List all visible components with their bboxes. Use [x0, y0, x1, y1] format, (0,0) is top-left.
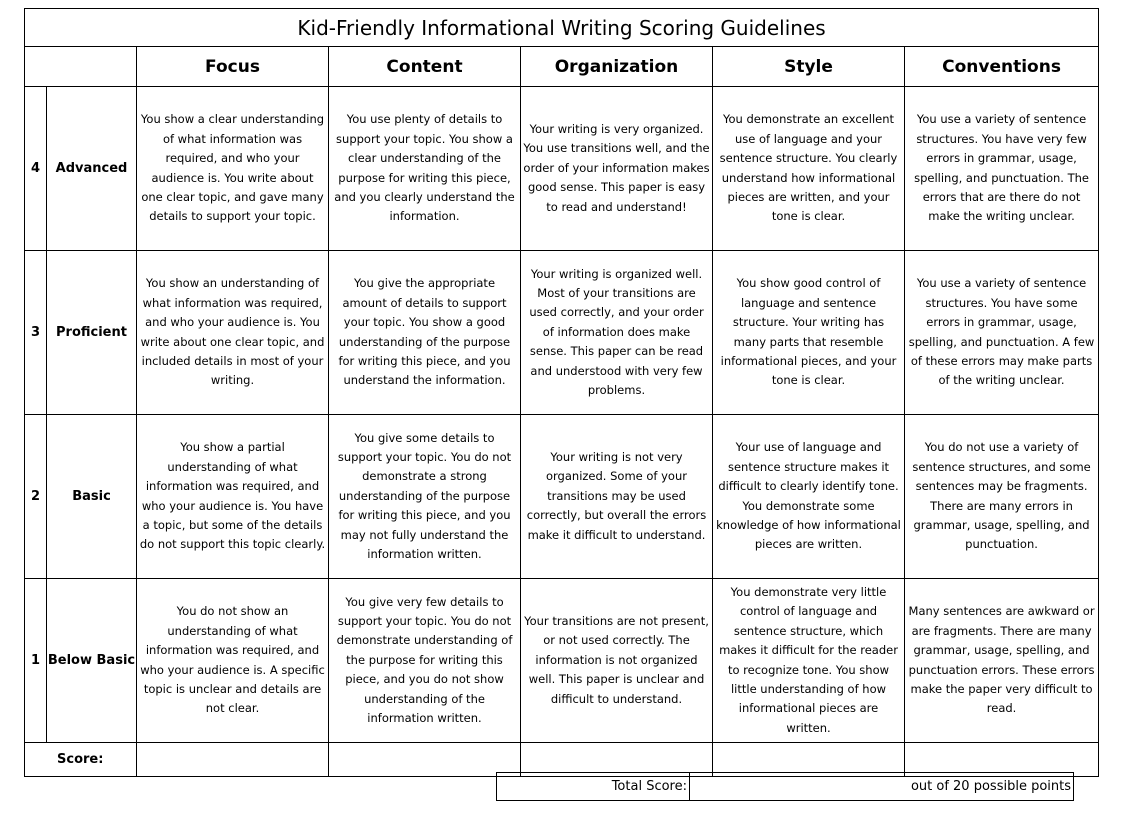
cell-conventions: Many sentences are awkward or are fragments. There are many grammar, usage, spelling, and punctuation errors. These errors make the paper very difficult to read. [905, 579, 1099, 743]
cell-conventions: You use a variety of sentence structures. You have some errors in grammar, usage, spelling, and punctuation. A few of these errors may make parts of the writing unclear. [905, 251, 1099, 415]
cell-content: You give very few details to support your topic. You do not demonstrate understanding of the purpose for writing this piece, and you do not show understanding of the information written. [329, 579, 521, 743]
level-score: 3 [25, 251, 47, 415]
level-label: Advanced [47, 87, 137, 251]
total-score-label: Total Score: [497, 773, 690, 801]
level-score: 1 [25, 579, 47, 743]
cell-conventions: You use a variety of sentence structures. You have very few errors in grammar, usage, spelling, and punctuation. The errors that are there do not make the writing unclear. [905, 87, 1099, 251]
total-score-box[interactable]: out of 20 possible points [690, 773, 1074, 801]
total-score-table [496, 772, 1074, 801]
cell-focus: You show an understanding of what information was required, and who your audience is. You write about one clear topic, and included details in most of your writing. [137, 251, 329, 415]
score-label: Score: [25, 743, 137, 777]
cell-focus: You do not show an understanding of what information was required, and who your audience is. A specific topic is unclear and details are not clear. [137, 579, 329, 743]
level-score: 4 [25, 87, 47, 251]
level-row-3 [25, 251, 1099, 415]
level-row-2 [25, 415, 1099, 579]
level-row-1 [25, 579, 1099, 743]
cell-organization: Your transitions are not present, or not used correctly. The information is not organized well. This paper is unclear and difficult to understand. [521, 579, 713, 743]
level-row-4 [25, 87, 1099, 251]
header-focus: Focus [137, 47, 329, 87]
cell-style: Your use of language and sentence structure makes it difficult to clearly identify tone. You demonstrate some knowledge of how informational pieces are written. [713, 415, 905, 579]
header-blank-cell [25, 47, 137, 87]
cell-organization: Your writing is not very organized. Some of your transitions may be used correctly, but overall the errors make it difficult to understand. [521, 415, 713, 579]
rubric-sheet [24, 8, 1098, 777]
cell-style: You demonstrate an excellent use of language and your sentence structure. You clearly understand how informational pieces are written, and your tone is clear. [713, 87, 905, 251]
level-label: Below Basic [47, 579, 137, 743]
page-title: Kid-Friendly Informational Writing Scoring Guidelines [25, 9, 1099, 47]
cell-organization: Your writing is organized well. Most of your transitions are used correctly, and your order of information does make sense. This paper can be read and understood with very few problems. [521, 251, 713, 415]
cell-content: You give some details to support your topic. You do not demonstrate a strong understanding of the purpose for writing this piece, and you may not fully understand the information written. [329, 415, 521, 579]
cell-conventions: You do not use a variety of sentence structures, and some sentences may be fragments. There are many errors in grammar, usage, spelling, and punctuation. [905, 415, 1099, 579]
cell-focus: You show a clear understanding of what information was required, and who your audience is. You write about one clear topic, and gave many details to support your topic. [137, 87, 329, 251]
header-row [25, 47, 1099, 87]
level-score: 2 [25, 415, 47, 579]
score-box-focus[interactable] [137, 743, 329, 777]
header-conventions: Conventions [905, 47, 1099, 87]
level-label: Proficient [47, 251, 137, 415]
cell-content: You give the appropriate amount of details to support your topic. You show a good understanding of the purpose for writing this piece, and you understand the information. [329, 251, 521, 415]
cell-content: You use plenty of details to support your topic. You show a clear understanding of the purpose for writing this piece, and you clearly understand the information. [329, 87, 521, 251]
rubric-table [24, 8, 1099, 777]
header-style: Style [713, 47, 905, 87]
cell-style: You demonstrate very little control of language and sentence structure, which makes it difficult for the reader to recognize tone. You show little understanding of how informational pieces are written. [713, 579, 905, 743]
header-organization: Organization [521, 47, 713, 87]
score-box-content[interactable] [329, 743, 521, 777]
level-label: Basic [47, 415, 137, 579]
cell-focus: You show a partial understanding of what information was required, and who your audience is. You have a topic, but some of the details do not support this topic clearly. [137, 415, 329, 579]
cell-organization: Your writing is very organized. You use transitions well, and the order of your information makes good sense. This paper is easy to read and understand! [521, 87, 713, 251]
cell-style: You show good control of language and sentence structure. Your writing has many parts that resemble informational pieces, and your tone is clear. [713, 251, 905, 415]
header-content: Content [329, 47, 521, 87]
